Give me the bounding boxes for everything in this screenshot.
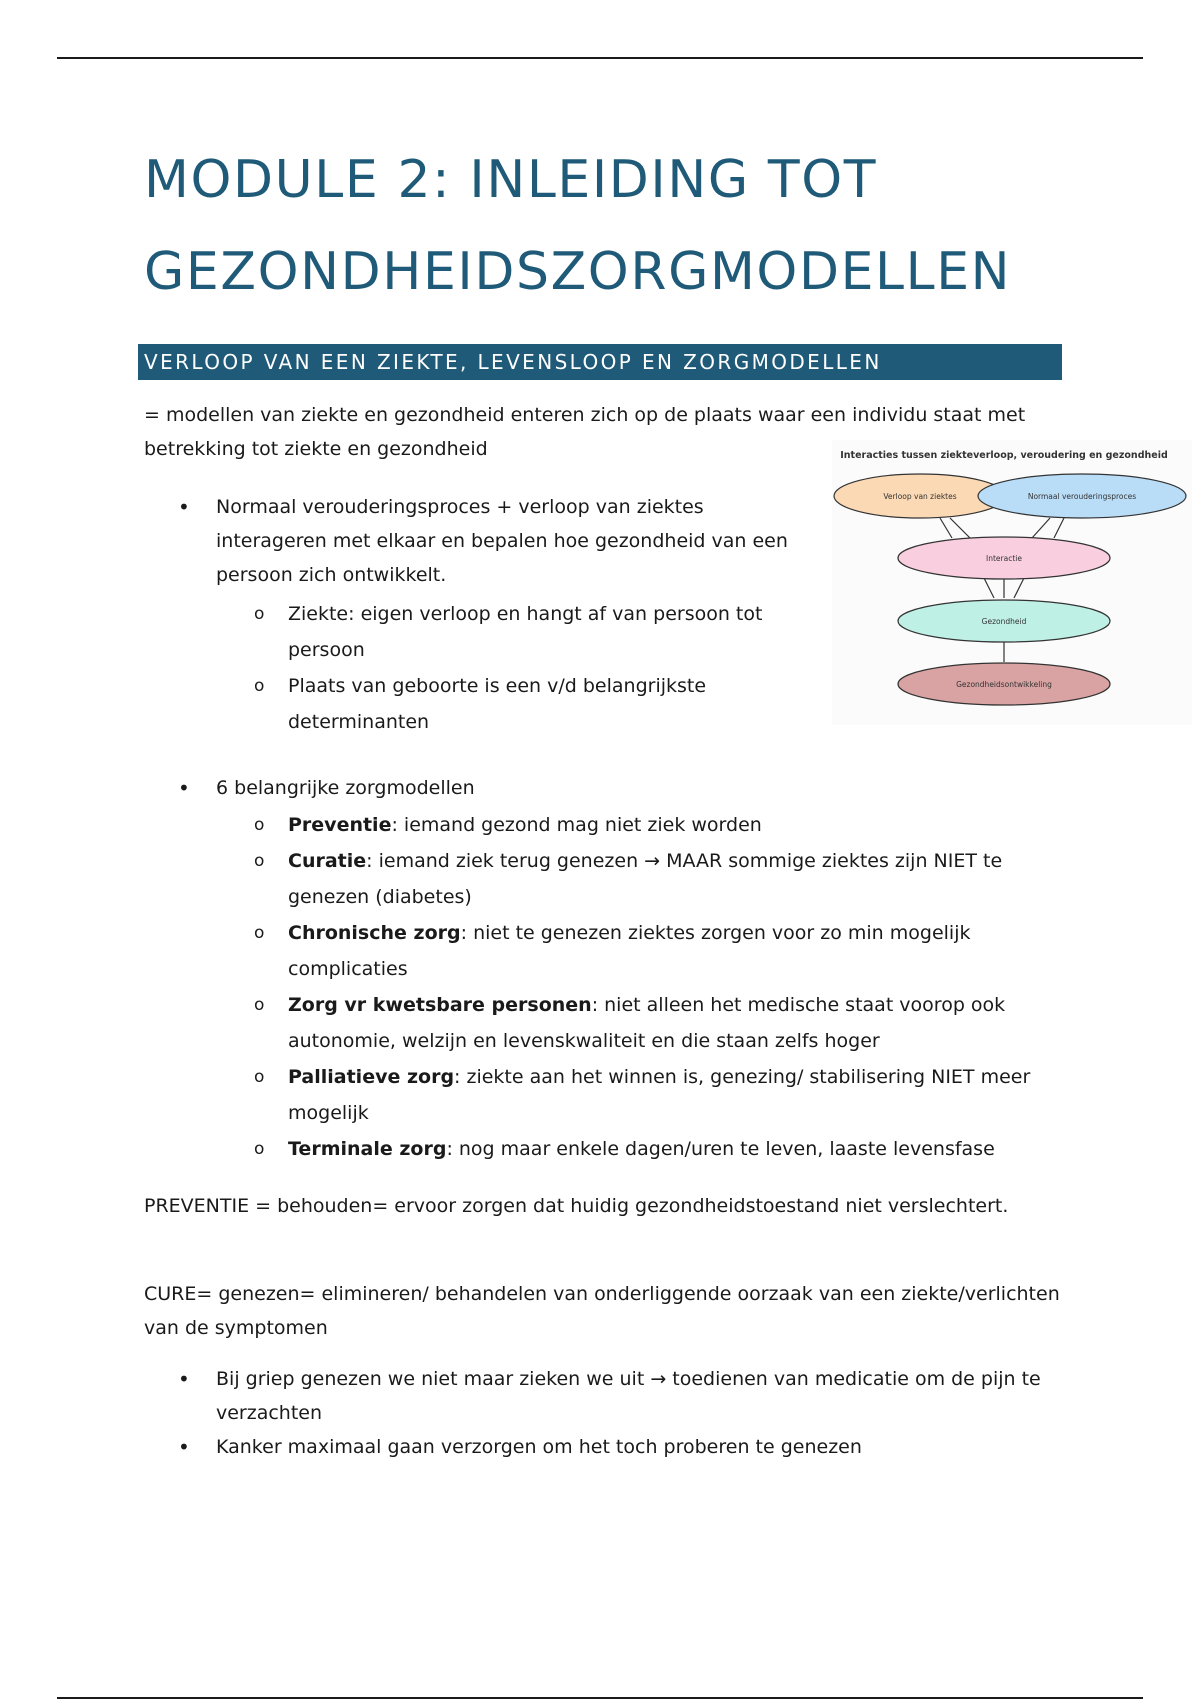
intro-paragraph: = modellen van ziekte en gezondheid enteren zich op de plaats waar een individu staat met betrekking tot ziekte en gezondheid bbox=[144, 404, 1026, 460]
list-item-text: Bij griep genezen we niet maar zieken we uit → toedienen van medicatie om de pijn te verzachten bbox=[216, 1368, 1041, 1424]
zorgmodel-item bbox=[216, 807, 1064, 843]
sub-list bbox=[216, 807, 1064, 1167]
zorgmodel-text: : iemand ziek terug genezen → MAAR sommige ziektes zijn NIET te genezen (diabetes) bbox=[288, 850, 1003, 908]
zorgmodel-text: : niet te genezen ziektes zorgen voor zo min mogelijk complicaties bbox=[288, 922, 971, 980]
bullet-list-zorgmodellen bbox=[144, 771, 1064, 1167]
header-rule bbox=[57, 57, 1143, 59]
zorgmodel-item bbox=[216, 1059, 1064, 1131]
zorgmodel-item bbox=[216, 915, 1064, 987]
zorgmodel-text: : niet alleen het medische staat voorop ook autonomie, welzijn en levenskwaliteit en die staan zelfs hoger bbox=[288, 994, 1006, 1052]
node-label-gezondheid: Gezondheid bbox=[981, 617, 1027, 626]
bullet-list-cure-examples bbox=[144, 1362, 1064, 1464]
zorgmodel-term: Terminale zorg bbox=[288, 1138, 447, 1160]
zorgmodel-term: Palliatieve zorg bbox=[288, 1066, 455, 1088]
list-item-text: 6 belangrijke zorgmodellen bbox=[216, 777, 475, 799]
node-label-verloop: Verloop van ziektes bbox=[883, 492, 957, 501]
zorgmodel-text: : nog maar enkele dagen/uren te leven, laaste levensfase bbox=[446, 1138, 995, 1160]
zorgmodel-item bbox=[216, 987, 1064, 1059]
page-title bbox=[144, 134, 1104, 318]
zorgmodel-term: Chronische zorg bbox=[288, 922, 461, 944]
footer-rule bbox=[57, 1697, 1143, 1699]
list-item bbox=[144, 1430, 1064, 1464]
list-item bbox=[144, 771, 1064, 1167]
list-item-text: Normaal verouderingsproces + verloop van ziektes interageren met elkaar en bepalen hoe gezondheid van een persoon zich ontwikkelt. bbox=[216, 496, 788, 586]
zorgmodel-text: : ziekte aan het winnen is, genezing/ stabilisering NIET meer mogelijk bbox=[288, 1066, 1031, 1124]
page-title-line-1: MODULE 2: INLEIDING TOT bbox=[144, 150, 878, 210]
page-title-line-2: GEZONDHEIDSZORGMODELLEN bbox=[144, 242, 1012, 302]
sub-list-item bbox=[216, 596, 804, 668]
sub-list-item-text: Plaats van geboorte is een v/d belangrijkste determinanten bbox=[288, 675, 707, 733]
node-label-interactie: Interactie bbox=[986, 554, 1022, 563]
node-label-ontwikkeling: Gezondheidsontwikkeling bbox=[956, 680, 1052, 689]
interaction-diagram bbox=[832, 440, 1192, 725]
preventie-paragraph: PREVENTIE = behouden= ervoor zorgen dat huidig gezondheidstoestand niet verslechtert. bbox=[144, 1195, 1009, 1217]
list-item-text: Kanker maximaal gaan verzorgen om het toch proberen te genezen bbox=[216, 1436, 862, 1458]
zorgmodel-term: Preventie bbox=[288, 814, 392, 836]
cure-paragraph: CURE= genezen= elimineren/ behandelen van onderliggende oorzaak van een ziekte/verlichten van de symptomen bbox=[144, 1283, 1060, 1339]
diagram-title: Interacties tussen ziekteverloop, veroudering en gezondheid bbox=[840, 450, 1168, 461]
sub-list-item bbox=[216, 668, 804, 740]
sub-list bbox=[216, 596, 804, 740]
zorgmodel-text: : iemand gezond mag niet ziek worden bbox=[391, 814, 762, 836]
zorgmodel-item bbox=[216, 1131, 1064, 1167]
list-item bbox=[144, 1362, 1064, 1430]
section-heading-banner: VERLOOP VAN EEN ZIEKTE, LEVENSLOOP EN ZORGMODELLEN bbox=[138, 344, 1062, 380]
bullet-list-veroudering bbox=[144, 490, 804, 740]
zorgmodel-item bbox=[216, 843, 1064, 915]
sub-list-item-text: Ziekte: eigen verloop en hangt af van persoon tot persoon bbox=[288, 603, 763, 661]
list-item bbox=[144, 490, 804, 740]
zorgmodel-term: Zorg vr kwetsbare personen bbox=[288, 994, 592, 1016]
node-label-normaal: Normaal verouderingsproces bbox=[1027, 492, 1137, 501]
zorgmodel-term: Curatie bbox=[288, 850, 367, 872]
